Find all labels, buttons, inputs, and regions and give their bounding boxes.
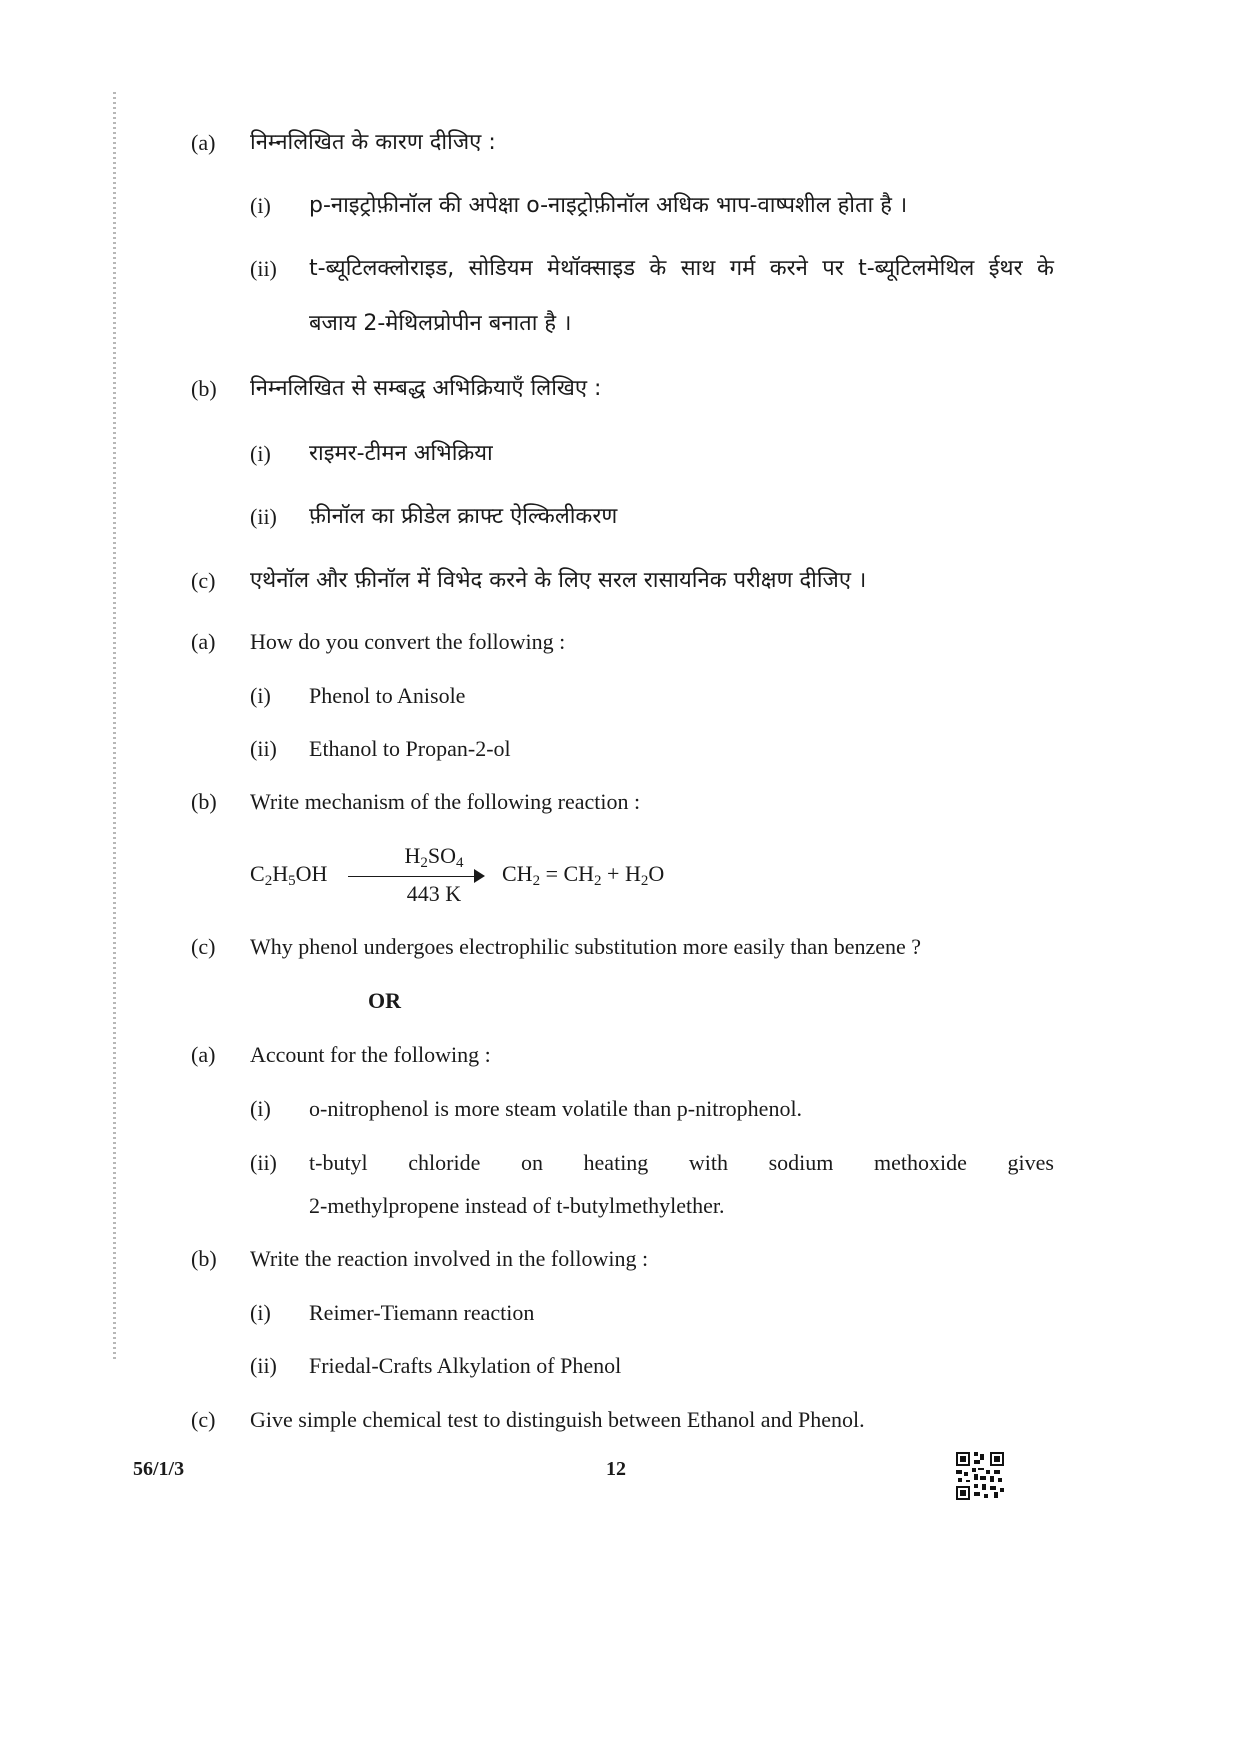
word: t-ब्यूटिलक्लोराइड, xyxy=(309,256,455,281)
word: के xyxy=(649,256,667,281)
or-c-text: Give simple chemical test to distinguish between Ethanol and Phenol. xyxy=(250,1407,865,1432)
reaction-arrow-icon xyxy=(348,876,478,877)
word: के xyxy=(1037,256,1054,281)
hindi-a-ii-label: (ii) xyxy=(250,256,277,281)
english-a-ii-text: Ethanol to Propan-2-ol xyxy=(309,736,511,761)
or-c-label: (c) xyxy=(191,1407,216,1432)
or-a-ii-line1 xyxy=(309,1150,1054,1176)
hindi-a-label: (a) xyxy=(191,130,216,155)
reaction-products: $CH_2 = CH_2 + H_2O$ xyxy=(502,861,665,889)
hindi-c-label: (c) xyxy=(191,568,216,593)
hindi-b-ii-text: फ़ीनॉल का फ्रीडेल क्राफ्ट ऐल्किलीकरण xyxy=(309,504,618,529)
or-b-ii-label: (ii) xyxy=(250,1353,277,1378)
qr-code-icon xyxy=(956,1452,1004,1500)
english-a-label: (a) xyxy=(191,629,216,654)
english-a-text: How do you convert the following : xyxy=(250,629,566,654)
english-b-text: Write mechanism of the following reaction : xyxy=(250,789,641,814)
word: गर्म xyxy=(729,256,756,281)
word: साथ xyxy=(680,256,716,281)
or-b-text: Write the reaction involved in the following : xyxy=(250,1246,649,1271)
or-separator: OR xyxy=(368,988,401,1013)
or-b-i-label: (i) xyxy=(250,1300,271,1325)
word: with xyxy=(688,1150,729,1175)
reaction-catalyst: $H_2SO_4$ xyxy=(404,843,464,871)
english-a-ii-label: (ii) xyxy=(250,736,277,761)
hindi-b-ii-label: (ii) xyxy=(250,504,277,529)
hindi-a-ii-line2: बजाय 2-मेथिलप्रोपीन बनाता है । xyxy=(309,311,572,336)
hindi-a-ii-line1 xyxy=(309,256,1054,282)
paper-code: 56/1/3 xyxy=(133,1458,185,1480)
page-number: 12 xyxy=(606,1458,626,1480)
word: t-ब्यूटिलमेथिल xyxy=(858,256,975,281)
hindi-b-i-label: (i) xyxy=(250,441,271,466)
reaction-temperature: 443 K xyxy=(406,881,462,906)
reaction-reactant: $C_2H_5OH$ xyxy=(250,861,328,889)
hindi-c-text: एथेनॉल और फ़ीनॉल में विभेद करने के लिए सरल रासायनिक परीक्षण दीजिए । xyxy=(250,568,867,593)
word: मेथॉक्साइड xyxy=(547,256,635,281)
word: gives xyxy=(1007,1150,1054,1175)
english-c-label: (c) xyxy=(191,934,216,959)
word: सोडियम xyxy=(468,256,533,281)
english-a-i-label: (i) xyxy=(250,683,271,708)
english-a-i-text: Phenol to Anisole xyxy=(309,683,466,708)
word: करने xyxy=(769,256,808,281)
word: ईथर xyxy=(988,256,1023,281)
word: chloride xyxy=(408,1150,481,1175)
or-a-i-label: (i) xyxy=(250,1096,271,1121)
word: t-butyl xyxy=(309,1150,368,1175)
or-a-i-text: o-nitrophenol is more steam volatile than p-nitrophenol. xyxy=(309,1096,803,1121)
hindi-b-text: निम्नलिखित से सम्बद्ध अभिक्रियाएँ लिखिए : xyxy=(250,376,602,401)
english-c-text: Why phenol undergoes electrophilic substitution more easily than benzene ? xyxy=(250,934,922,959)
or-a-ii-label: (ii) xyxy=(250,1150,277,1175)
hindi-a-text: निम्नलिखित के कारण दीजिए : xyxy=(250,130,496,155)
or-a-label: (a) xyxy=(191,1042,216,1067)
or-a-ii-line2: 2-methylpropene instead of t-butylmethylether. xyxy=(309,1193,725,1218)
english-b-label: (b) xyxy=(191,789,217,814)
hindi-a-i-label: (i) xyxy=(250,193,271,218)
word: sodium xyxy=(768,1150,834,1175)
word: on xyxy=(520,1150,543,1175)
dehydration-reaction-equation xyxy=(250,843,750,907)
or-b-ii-text: Friedal-Crafts Alkylation of Phenol xyxy=(309,1353,622,1378)
word: methoxide xyxy=(874,1150,967,1175)
word: पर xyxy=(822,256,844,281)
or-a-text: Account for the following : xyxy=(250,1042,491,1067)
margin-security-strip xyxy=(113,92,116,1362)
hindi-b-label: (b) xyxy=(191,376,217,401)
or-b-i-text: Reimer-Tiemann reaction xyxy=(309,1300,535,1325)
word: heating xyxy=(583,1150,649,1175)
or-b-label: (b) xyxy=(191,1246,217,1271)
hindi-b-i-text: राइमर-टीमन अभिक्रिया xyxy=(309,441,493,466)
hindi-a-i-text: p-नाइट्रोफ़ीनॉल की अपेक्षा o-नाइट्रोफ़ीनॉल अधिक भाप-वाष्पशील होता है । xyxy=(309,193,908,218)
